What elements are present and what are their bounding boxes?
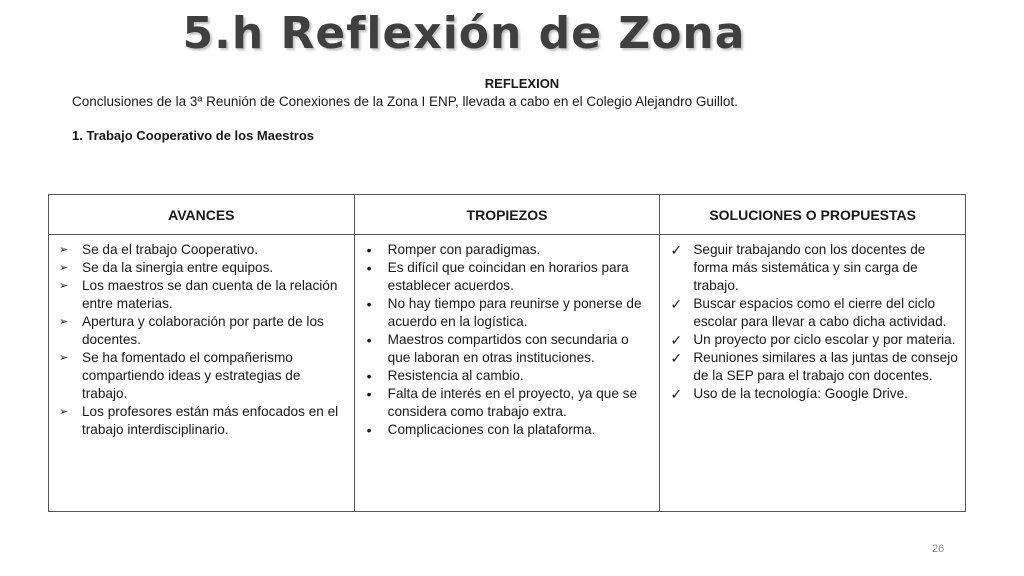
arrow-bullet-icon: ➢ bbox=[59, 352, 69, 364]
dot-bullet-icon: • bbox=[366, 332, 372, 348]
dot-bullet-icon: • bbox=[366, 368, 372, 384]
dot-bullet-icon: • bbox=[366, 296, 372, 312]
checkmark-icon: ✓ bbox=[670, 296, 683, 312]
avances-item bbox=[55, 403, 348, 439]
checkmark-icon: ✓ bbox=[670, 242, 683, 258]
reflection-table bbox=[48, 194, 966, 512]
soluciones-item bbox=[666, 385, 959, 403]
tropiezos-item bbox=[361, 331, 654, 367]
soluciones-item bbox=[666, 349, 959, 385]
item-text: Falta de interés en el proyecto, ya que se considera como trabajo extra. bbox=[387, 386, 638, 419]
arrow-bullet-icon: ➢ bbox=[59, 244, 69, 256]
dot-bullet-icon: • bbox=[366, 422, 372, 438]
arrow-bullet-icon: ➢ bbox=[59, 406, 69, 418]
avances-item bbox=[55, 313, 348, 349]
item-text: Un proyecto por ciclo escolar y por materia. bbox=[693, 332, 956, 347]
item-text: Los profesores están más enfocados en el trabajo interdisciplinario. bbox=[82, 404, 339, 437]
item-text: Apertura y colaboración por parte de los docentes. bbox=[82, 314, 324, 347]
checkmark-icon: ✓ bbox=[670, 350, 683, 366]
tropiezos-item bbox=[361, 421, 654, 439]
tropiezos-item bbox=[361, 385, 654, 421]
item-text: Es difícil que coincidan en horarios para establecer acuerdos. bbox=[387, 260, 629, 293]
checkmark-icon: ✓ bbox=[670, 332, 683, 348]
avances-item bbox=[55, 241, 348, 259]
table-header-row bbox=[49, 195, 966, 235]
soluciones-cell bbox=[660, 235, 966, 512]
soluciones-item bbox=[666, 241, 959, 295]
tropiezos-cell bbox=[354, 235, 660, 512]
section-heading: 1. Trabajo Cooperativo de los Maestros bbox=[72, 128, 315, 143]
avances-item bbox=[55, 349, 348, 403]
tropiezos-item bbox=[361, 241, 654, 259]
item-text: Romper con paradigmas. bbox=[387, 242, 541, 257]
arrow-bullet-icon: ➢ bbox=[59, 262, 69, 274]
item-text: Uso de la tecnología: Google Drive. bbox=[693, 386, 908, 401]
slide-title: 5.h Reflexión de Zona bbox=[182, 8, 746, 59]
page-number: 26 bbox=[932, 543, 945, 555]
item-text: Los maestros se dan cuenta de la relación entre materias. bbox=[82, 278, 338, 311]
item-text: Resistencia al cambio. bbox=[387, 368, 524, 383]
item-text: Buscar espacios como el cierre del ciclo escolar para llevar a cabo dicha actividad. bbox=[693, 296, 947, 329]
soluciones-item bbox=[666, 331, 959, 349]
item-text: Se ha fomentado el compañerismo compartiendo ideas y estrategias de trabajo. bbox=[82, 350, 301, 401]
item-text: Reuniones similares a las juntas de consejo de la SEP para el trabajo con docentes. bbox=[693, 350, 958, 383]
arrow-bullet-icon: ➢ bbox=[59, 316, 69, 328]
dot-bullet-icon: • bbox=[366, 386, 372, 402]
item-text: Se da el trabajo Cooperativo. bbox=[82, 242, 259, 257]
soluciones-item bbox=[666, 295, 959, 331]
tropiezos-item bbox=[361, 259, 654, 295]
intro-text: Conclusiones de la 3ª Reunión de Conexiones de la Zona I ENP, llevada a cabo en el Colegio Alejandro Guillot. bbox=[72, 94, 738, 109]
item-text: No hay tiempo para reunirse y ponerse de acuerdo en la logística. bbox=[387, 296, 642, 329]
tropiezos-item bbox=[361, 295, 654, 331]
dot-bullet-icon: • bbox=[366, 242, 372, 258]
tropiezos-item bbox=[361, 367, 654, 385]
header-tropiezos: TROPIEZOS bbox=[354, 195, 660, 235]
header-avances: AVANCES bbox=[49, 195, 355, 235]
item-text: Complicaciones con la plataforma. bbox=[387, 422, 596, 437]
dot-bullet-icon: • bbox=[366, 260, 372, 276]
item-text: Se da la sinergia entre equipos. bbox=[82, 260, 274, 275]
arrow-bullet-icon: ➢ bbox=[59, 280, 69, 292]
avances-item bbox=[55, 277, 348, 313]
header-soluciones: SOLUCIONES O PROPUESTAS bbox=[660, 195, 966, 235]
item-text: Maestros compartidos con secundaria o que laboran en otras instituciones. bbox=[387, 332, 629, 365]
avances-cell bbox=[49, 235, 355, 512]
checkmark-icon: ✓ bbox=[670, 386, 683, 402]
subheading: REFLEXION bbox=[484, 76, 560, 91]
avances-item bbox=[55, 259, 348, 277]
item-text: Seguir trabajando con los docentes de forma más sistemática y sin carga de trabajo. bbox=[693, 242, 926, 293]
table-row bbox=[49, 235, 966, 512]
